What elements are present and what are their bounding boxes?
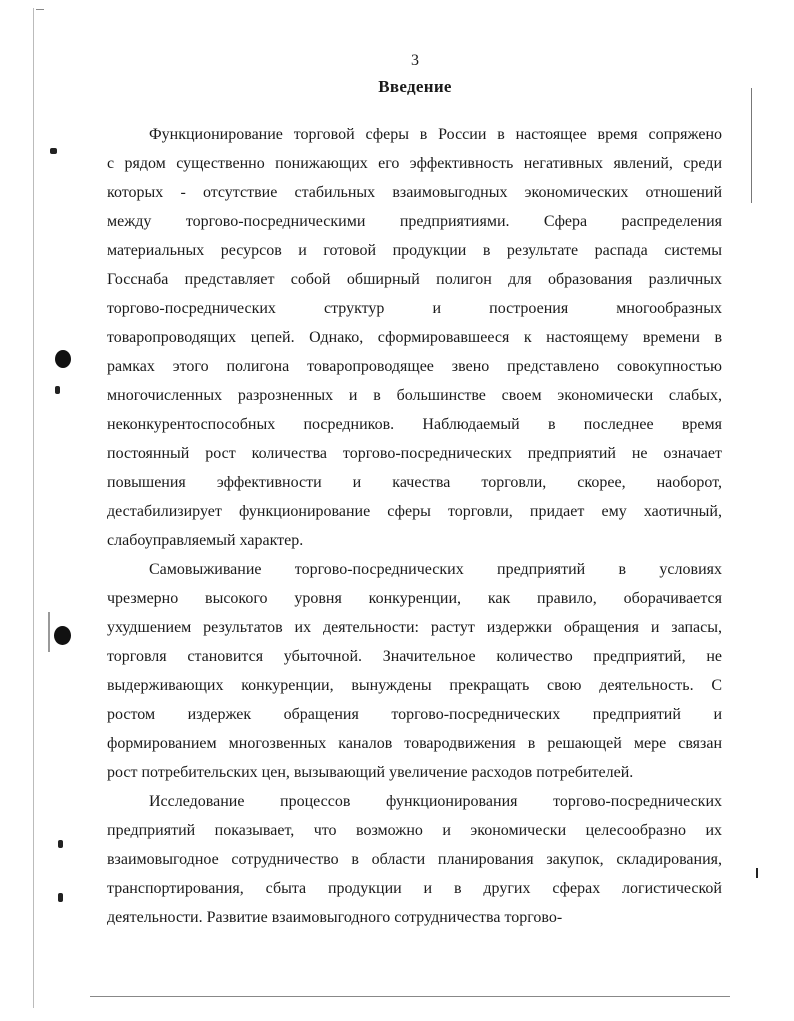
paragraph — [107, 555, 722, 787]
text-line: ухудшением результатов их деятельности: растут издержки обращения и запасы, — [107, 619, 722, 636]
scan-speck — [58, 893, 63, 902]
text-line: деятельности. Развитие взаимовыгодного сотрудничества торгово- — [107, 909, 563, 926]
scan-speck — [756, 868, 758, 878]
scan-left-edge — [33, 8, 34, 1008]
binding-hole-mark — [55, 350, 71, 368]
text-line: торговля становится убыточной. Значительное количество предприятий, не — [107, 648, 722, 665]
paragraph — [107, 120, 722, 555]
text-line: неконкурентоспособных посредников. Наблюдаемый в последнее время — [107, 416, 722, 433]
text-line: выдерживающих конкуренции, вынуждены прекращать свою деятельность. С — [107, 677, 722, 694]
text-line: повышения эффективности и качества торговли, скорее, наоборот, — [107, 474, 722, 491]
scan-speck — [50, 148, 57, 154]
text-line: Функционирование торговой сферы в России в настоящее время сопряжено — [149, 126, 722, 143]
text-line: рост потребительских цен, вызывающий увеличение расходов потребителей. — [107, 764, 634, 781]
text-line: постоянный рост количества торгово-посреднических предприятий не означает — [107, 445, 722, 462]
text-line: дестабилизирует функционирование сферы торговли, придает ему хаотичный, — [107, 503, 722, 520]
text-line: торгово-посреднических структур и построения многообразных — [107, 300, 722, 317]
scan-bottom-edge — [90, 996, 730, 997]
paragraph — [107, 787, 722, 932]
text-line: Самовыживание торгово-посреднических предприятий в условиях — [149, 561, 722, 578]
text-line: Госснаба представляет собой обширный полигон для образования различных — [107, 271, 722, 288]
text-line: ростом издержек обращения торгово-посреднических предприятий и — [107, 706, 722, 723]
text-line: формированием многозвенных каналов товародвижения в решающей мере связан — [107, 735, 722, 752]
text-line: материальных ресурсов и готовой продукции в результате распада системы — [107, 242, 722, 259]
text-line: товаропроводящих цепей. Однако, сформировавшееся к настоящему времени в — [107, 329, 722, 346]
text-line: транспортирования, сбыта продукции и в других сферах логистической — [107, 880, 722, 897]
text-line: которых - отсутствие стабильных взаимовыгодных экономических отношений — [107, 184, 722, 201]
text-line: между торгово-посредническими предприятиями. Сфера распределения — [107, 213, 722, 230]
scan-right-edge — [751, 88, 752, 203]
binding-hole-mark — [54, 626, 71, 645]
text-line: Исследование процессов функционирования торгово-посреднических — [149, 793, 722, 810]
text-line: с рядом существенно понижающих его эффективность негативных явлений, среди — [107, 155, 722, 172]
scan-speck — [48, 612, 50, 652]
text-line: чрезмерно высокого уровня конкуренции, как правило, оборачивается — [107, 590, 722, 607]
text-line: взаимовыгодное сотрудничество в области планирования закупок, складирования, — [107, 851, 722, 868]
page-title: Введение — [378, 77, 452, 96]
text-line: рамках этого полигона товаропроводящее звено представлено совокупностью — [107, 358, 722, 375]
scan-speck — [58, 840, 63, 848]
text-line: многочисленных разрозненных и в большинстве своем экономически слабых, — [107, 387, 722, 404]
page-number: 3 — [411, 52, 419, 69]
scan-speck — [55, 386, 60, 394]
text-line: слабоуправляемый характер. — [107, 532, 304, 549]
text-line: предприятий показывает, что возможно и экономически целесообразно их — [107, 822, 722, 839]
document-body — [107, 120, 722, 932]
scan-top-edge — [36, 9, 44, 10]
